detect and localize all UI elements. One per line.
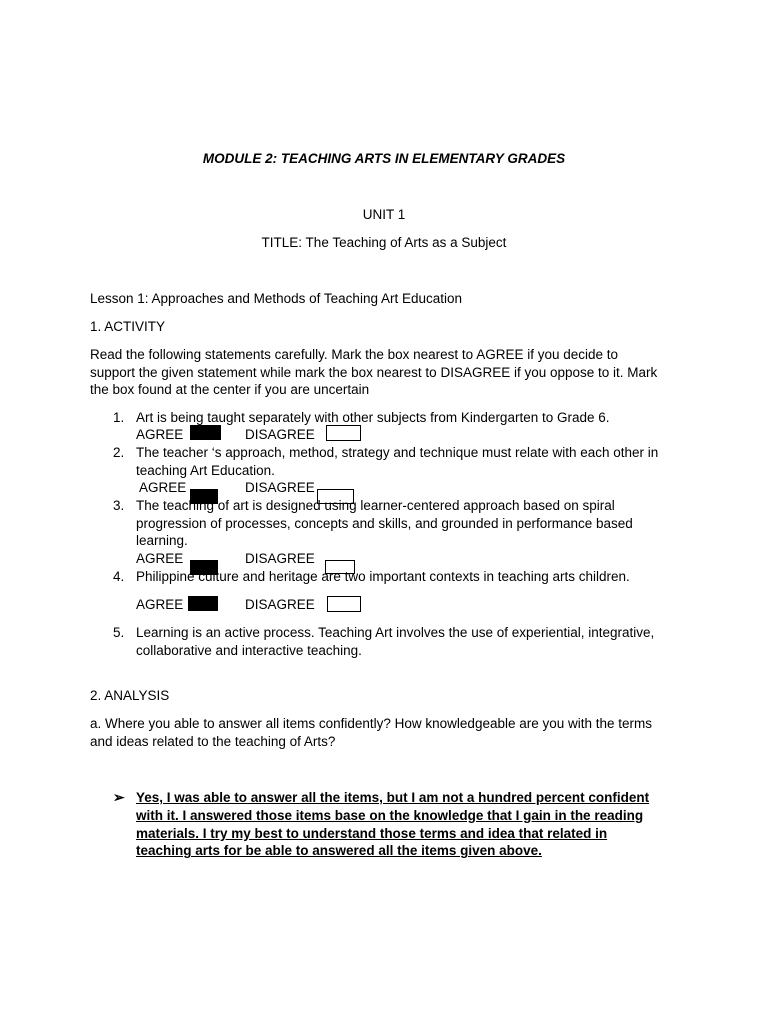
agree-label: AGREE [136,551,184,566]
item-text: collaborative and interactive teaching. [136,642,362,658]
item-number: 2. [113,445,125,460]
answer-line: materials. I try my best to understand those terms and idea that related in [136,825,608,841]
item-text: learning. [136,533,188,548]
unit-heading: UNIT 1 [362,207,406,222]
disagree-checkbox[interactable] [326,425,361,441]
answer-line: Yes, I was able to answer all the items, but I am not a hundred percent confident [136,790,650,805]
arrow-bullet-icon: ➢ [113,789,125,805]
unit-title: TITLE: The Teaching of Arts as a Subject [261,235,507,250]
module-title: MODULE 2: TEACHING ARTS IN ELEMENTARY GRADES [202,151,566,166]
disagree-label: DISAGREE [245,427,315,442]
analysis-question [90,715,652,750]
answer-line: teaching arts for be able to answered all the items given above. [136,843,542,859]
item-text: Philippine culture and heritage are two important contexts in teaching arts children. [136,569,630,584]
activity-instructions [90,346,657,399]
item-number: 4. [113,569,125,584]
agree-label: AGREE [139,480,187,495]
item-text: The teacher ‘s approach, method, strategy and technique must relate with each other in [136,445,659,460]
agree-checkbox[interactable] [188,596,218,611]
disagree-label: DISAGREE [245,480,315,495]
question-line: a. Where you able to answer all items confidently? How knowledgeable are you with the terms [90,716,653,731]
instruction-line: support the given statement while mark the box nearest to DISAGREE if you oppose to it. Mark [90,364,658,380]
question-line: and ideas related to the teaching of Arts? [90,733,336,749]
analysis-heading: 2. ANALYSIS [90,688,170,703]
agree-checkbox[interactable] [190,425,221,440]
item-text: progression of processes, concepts and skills, and grounded in performance based [136,515,633,531]
activity-heading: 1. ACTIVITY [90,319,166,334]
disagree-checkbox[interactable] [327,596,361,612]
answer-line: with it. I answered those items base on the knowledge that I gain in the reading [136,807,644,823]
instruction-line: Read the following statements carefully. Mark the box nearest to AGREE if you decide to [90,347,619,362]
item-text: The teaching of art is designed using learner-centered approach based on spiral [136,498,615,513]
item-number: 1. [113,410,125,425]
instruction-line: the box found at the center if you are uncertain [90,382,370,397]
disagree-label: DISAGREE [245,597,315,612]
item-number: 5. [113,625,125,640]
item-number: 3. [113,498,125,513]
analysis-answer [136,789,649,860]
agree-label: AGREE [136,597,184,612]
lesson-heading: Lesson 1: Approaches and Methods of Teaching Art Education [90,291,463,306]
item-text: Learning is an active process. Teaching Art involves the use of experiential, integrative, [136,625,655,640]
item-text: Art is being taught separately with other subjects from Kindergarten to Grade 6. [136,410,610,425]
disagree-label: DISAGREE [245,551,315,566]
item-text: teaching Art Education. [136,462,275,478]
agree-label: AGREE [136,427,184,442]
